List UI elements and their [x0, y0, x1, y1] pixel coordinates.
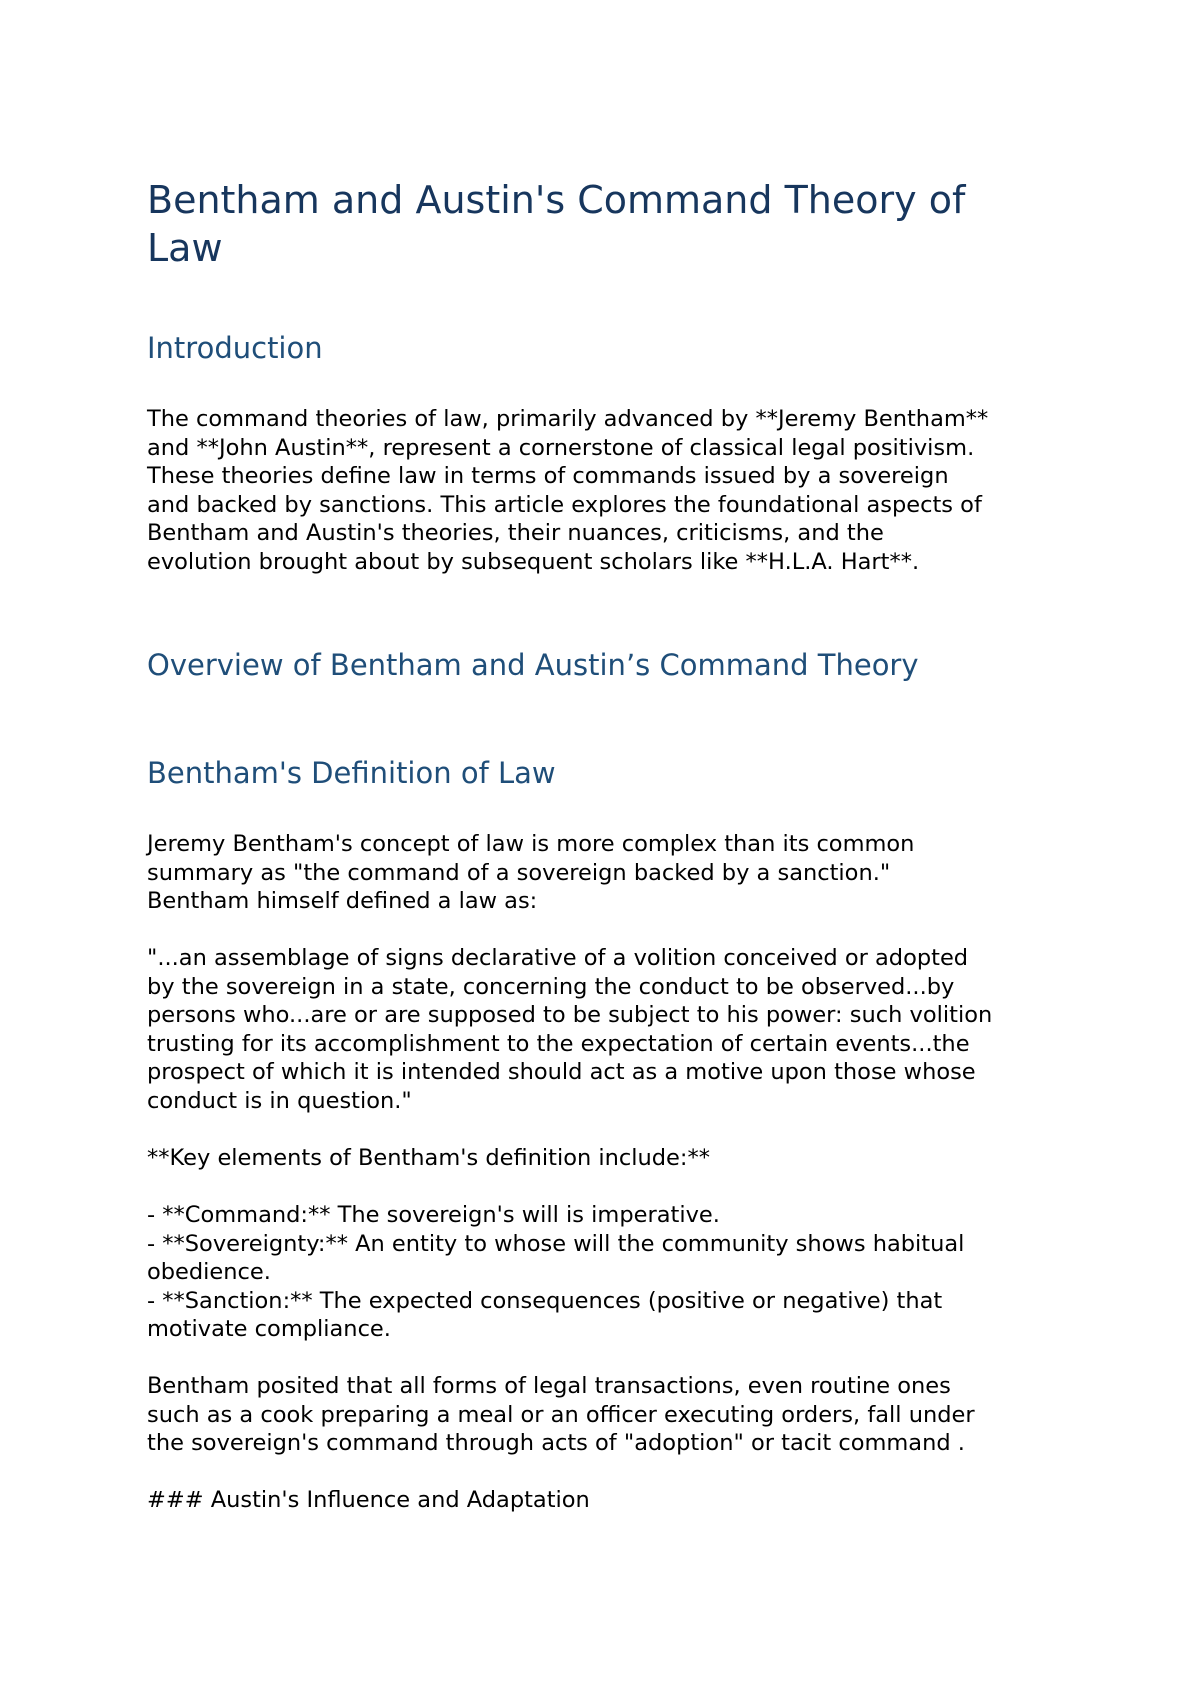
text-line: the sovereign's command through acts of "adoption" or tacit command . — [147, 1430, 965, 1456]
austin-influence-line — [147, 1486, 1077, 1515]
text-line: These theories define law in terms of commands issued by a sovereign — [147, 463, 949, 489]
text-line: Bentham himself defined a law as: — [147, 888, 538, 914]
bentham-intro-paragraph — [147, 830, 1077, 916]
text-line: The command theories of law, primarily advanced by **Jeremy Bentham** — [147, 406, 989, 432]
text-line: trusting for its accomplishment to the expectation of certain events...the — [147, 1030, 970, 1057]
text-line: persons who...are or are supposed to be subject to his power: such volition — [147, 1002, 993, 1028]
title-line: Law — [147, 226, 223, 270]
list-item: - **Sovereignty:** An entity to whose will the community shows habitual — [147, 1230, 965, 1257]
text-line: Jeremy Bentham's concept of law is more complex than its common — [147, 831, 915, 857]
bentham-definition-heading: Bentham's Definition of Law — [147, 756, 556, 790]
text-line: and **John Austin**, represent a cornerstone of classical legal positivism. — [147, 434, 975, 461]
key-elements-list — [147, 1201, 1077, 1344]
text-line: such as a cook preparing a meal or an officer executing orders, fall under — [147, 1401, 975, 1428]
text-line: evolution brought about by subsequent scholars like **H.L.A. Hart**. — [147, 548, 920, 575]
list-item: obedience. — [147, 1259, 271, 1285]
list-item: - **Command:** The sovereign's will is imperative. — [147, 1202, 720, 1228]
text-line: and backed by sanctions. This article explores the foundational aspects of — [147, 491, 982, 518]
text-line: Bentham and Austin's theories, their nuances, criticisms, and the — [147, 520, 884, 546]
introduction-heading: Introduction — [147, 331, 323, 365]
list-item: - **Sanction:** The expected consequences (positive or negative) that — [147, 1287, 943, 1314]
bentham-closing-paragraph — [147, 1372, 1077, 1458]
text-line: **Key elements of Bentham's definition include:** — [147, 1145, 710, 1171]
text-line: by the sovereign in a state, concerning the conduct to be observed...by — [147, 973, 955, 1000]
text-line: summary as "the command of a sovereign backed by a sanction." — [147, 859, 891, 886]
text-line: Bentham posited that all forms of legal transactions, even routine ones — [147, 1373, 951, 1399]
document-title — [147, 176, 1087, 272]
title-line: Bentham and Austin's Command Theory of — [147, 178, 966, 222]
text-line: "...an assemblage of signs declarative of a volition conceived or adopted — [147, 945, 969, 971]
key-elements-paragraph — [147, 1144, 1077, 1173]
list-item: motivate compliance. — [147, 1316, 391, 1342]
bentham-quote-paragraph — [147, 944, 1077, 1115]
introduction-paragraph — [147, 405, 1077, 576]
text-line: prospect of which it is intended should act as a motive upon those whose — [147, 1059, 976, 1085]
overview-heading: Overview of Bentham and Austin’s Command Theory — [147, 648, 919, 682]
text-line: ### Austin's Influence and Adaptation — [147, 1487, 590, 1513]
text-line: conduct is in question." — [147, 1087, 412, 1114]
